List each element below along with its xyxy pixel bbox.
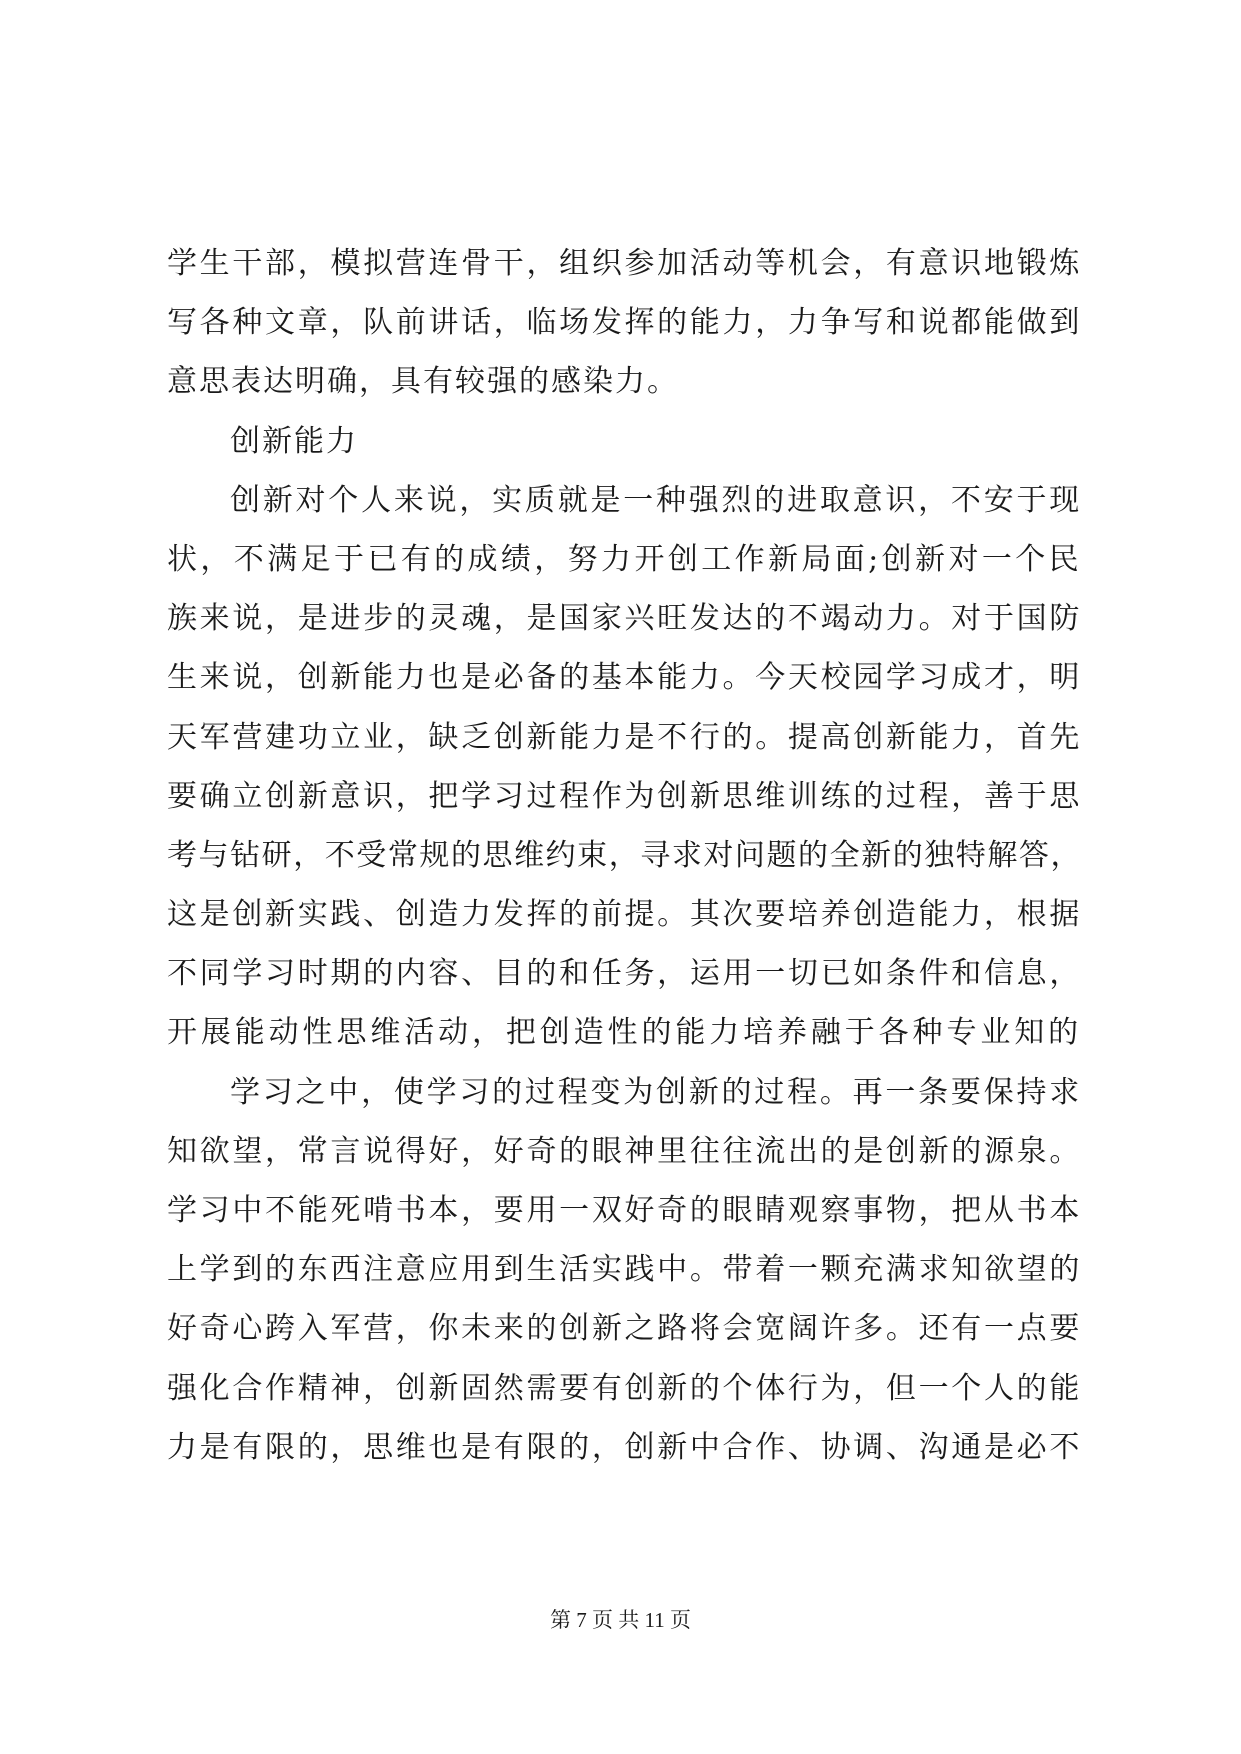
text-line: 知欲望，常言说得好，好奇的眼神里往往流出的是创新的源泉。 [167, 1133, 1082, 1169]
text-line: 天军营建功立业，缺乏创新能力是不行的。提高创新能力，首先 [167, 719, 1082, 755]
text-line: 生来说，创新能力也是必备的基本能力。今天校园学习成才，明 [167, 660, 1082, 696]
text-line: 学生干部，模拟营连骨干，组织参加活动等机会，有意识地锻炼 [167, 246, 1082, 281]
text-line: 创新对个人来说，实质就是一种强烈的进取意识，不安于现 [230, 482, 1082, 518]
text-line: 这是创新实践、创造力发挥的前提。其次要培养创造能力，根据 [167, 897, 1082, 933]
text-line: 不同学习时期的内容、目的和任务，运用一切已如条件和信息， [167, 956, 1082, 992]
text-line: 学习之中，使学习的过程变为创新的过程。再一条要保持求 [230, 1074, 1082, 1110]
body-text [167, 234, 1082, 1477]
text-line: 状，不满足于已有的成绩，努力开创工作新局面;创新对一个民 [167, 541, 1082, 577]
text-line: 写各种文章，队前讲话，临场发挥的能力，力争写和说都能做到 [167, 305, 1082, 341]
text-line: 开展能动性思维活动，把创造性的能力培养融于各种专业知的 [167, 1015, 1082, 1051]
text-line: 好奇心跨入军营，你未来的创新之路将会宽阔许多。还有一点要 [167, 1311, 1082, 1347]
text-line: 学习中不能死啃书本，要用一双好奇的眼睛观察事物，把从书本 [167, 1193, 1082, 1228]
text-line: 族来说，是进步的灵魂，是国家兴旺发达的不竭动力。对于国防 [167, 601, 1082, 637]
text-line: 要确立创新意识，把学习过程作为创新思维训练的过程，善于思 [167, 778, 1082, 814]
text-line: 力是有限的，思维也是有限的，创新中合作、协调、沟通是必不 [167, 1429, 1082, 1465]
text-line: 意思表达明确，具有较强的感染力。 [167, 364, 679, 400]
text-line: 考与钻研，不受常规的思维约束，寻求对问题的全新的独特解答， [167, 837, 1082, 873]
page-number-footer: 第 7 页 共 11 页 [550, 1608, 691, 1632]
text-line: 上学到的东西注意应用到生活实践中。带着一颗充满求知欲望的 [167, 1252, 1082, 1288]
text-line: 强化合作精神，创新固然需要有创新的个体行为，但一个人的能 [167, 1370, 1082, 1406]
section-heading: 创新能力 [230, 423, 358, 459]
